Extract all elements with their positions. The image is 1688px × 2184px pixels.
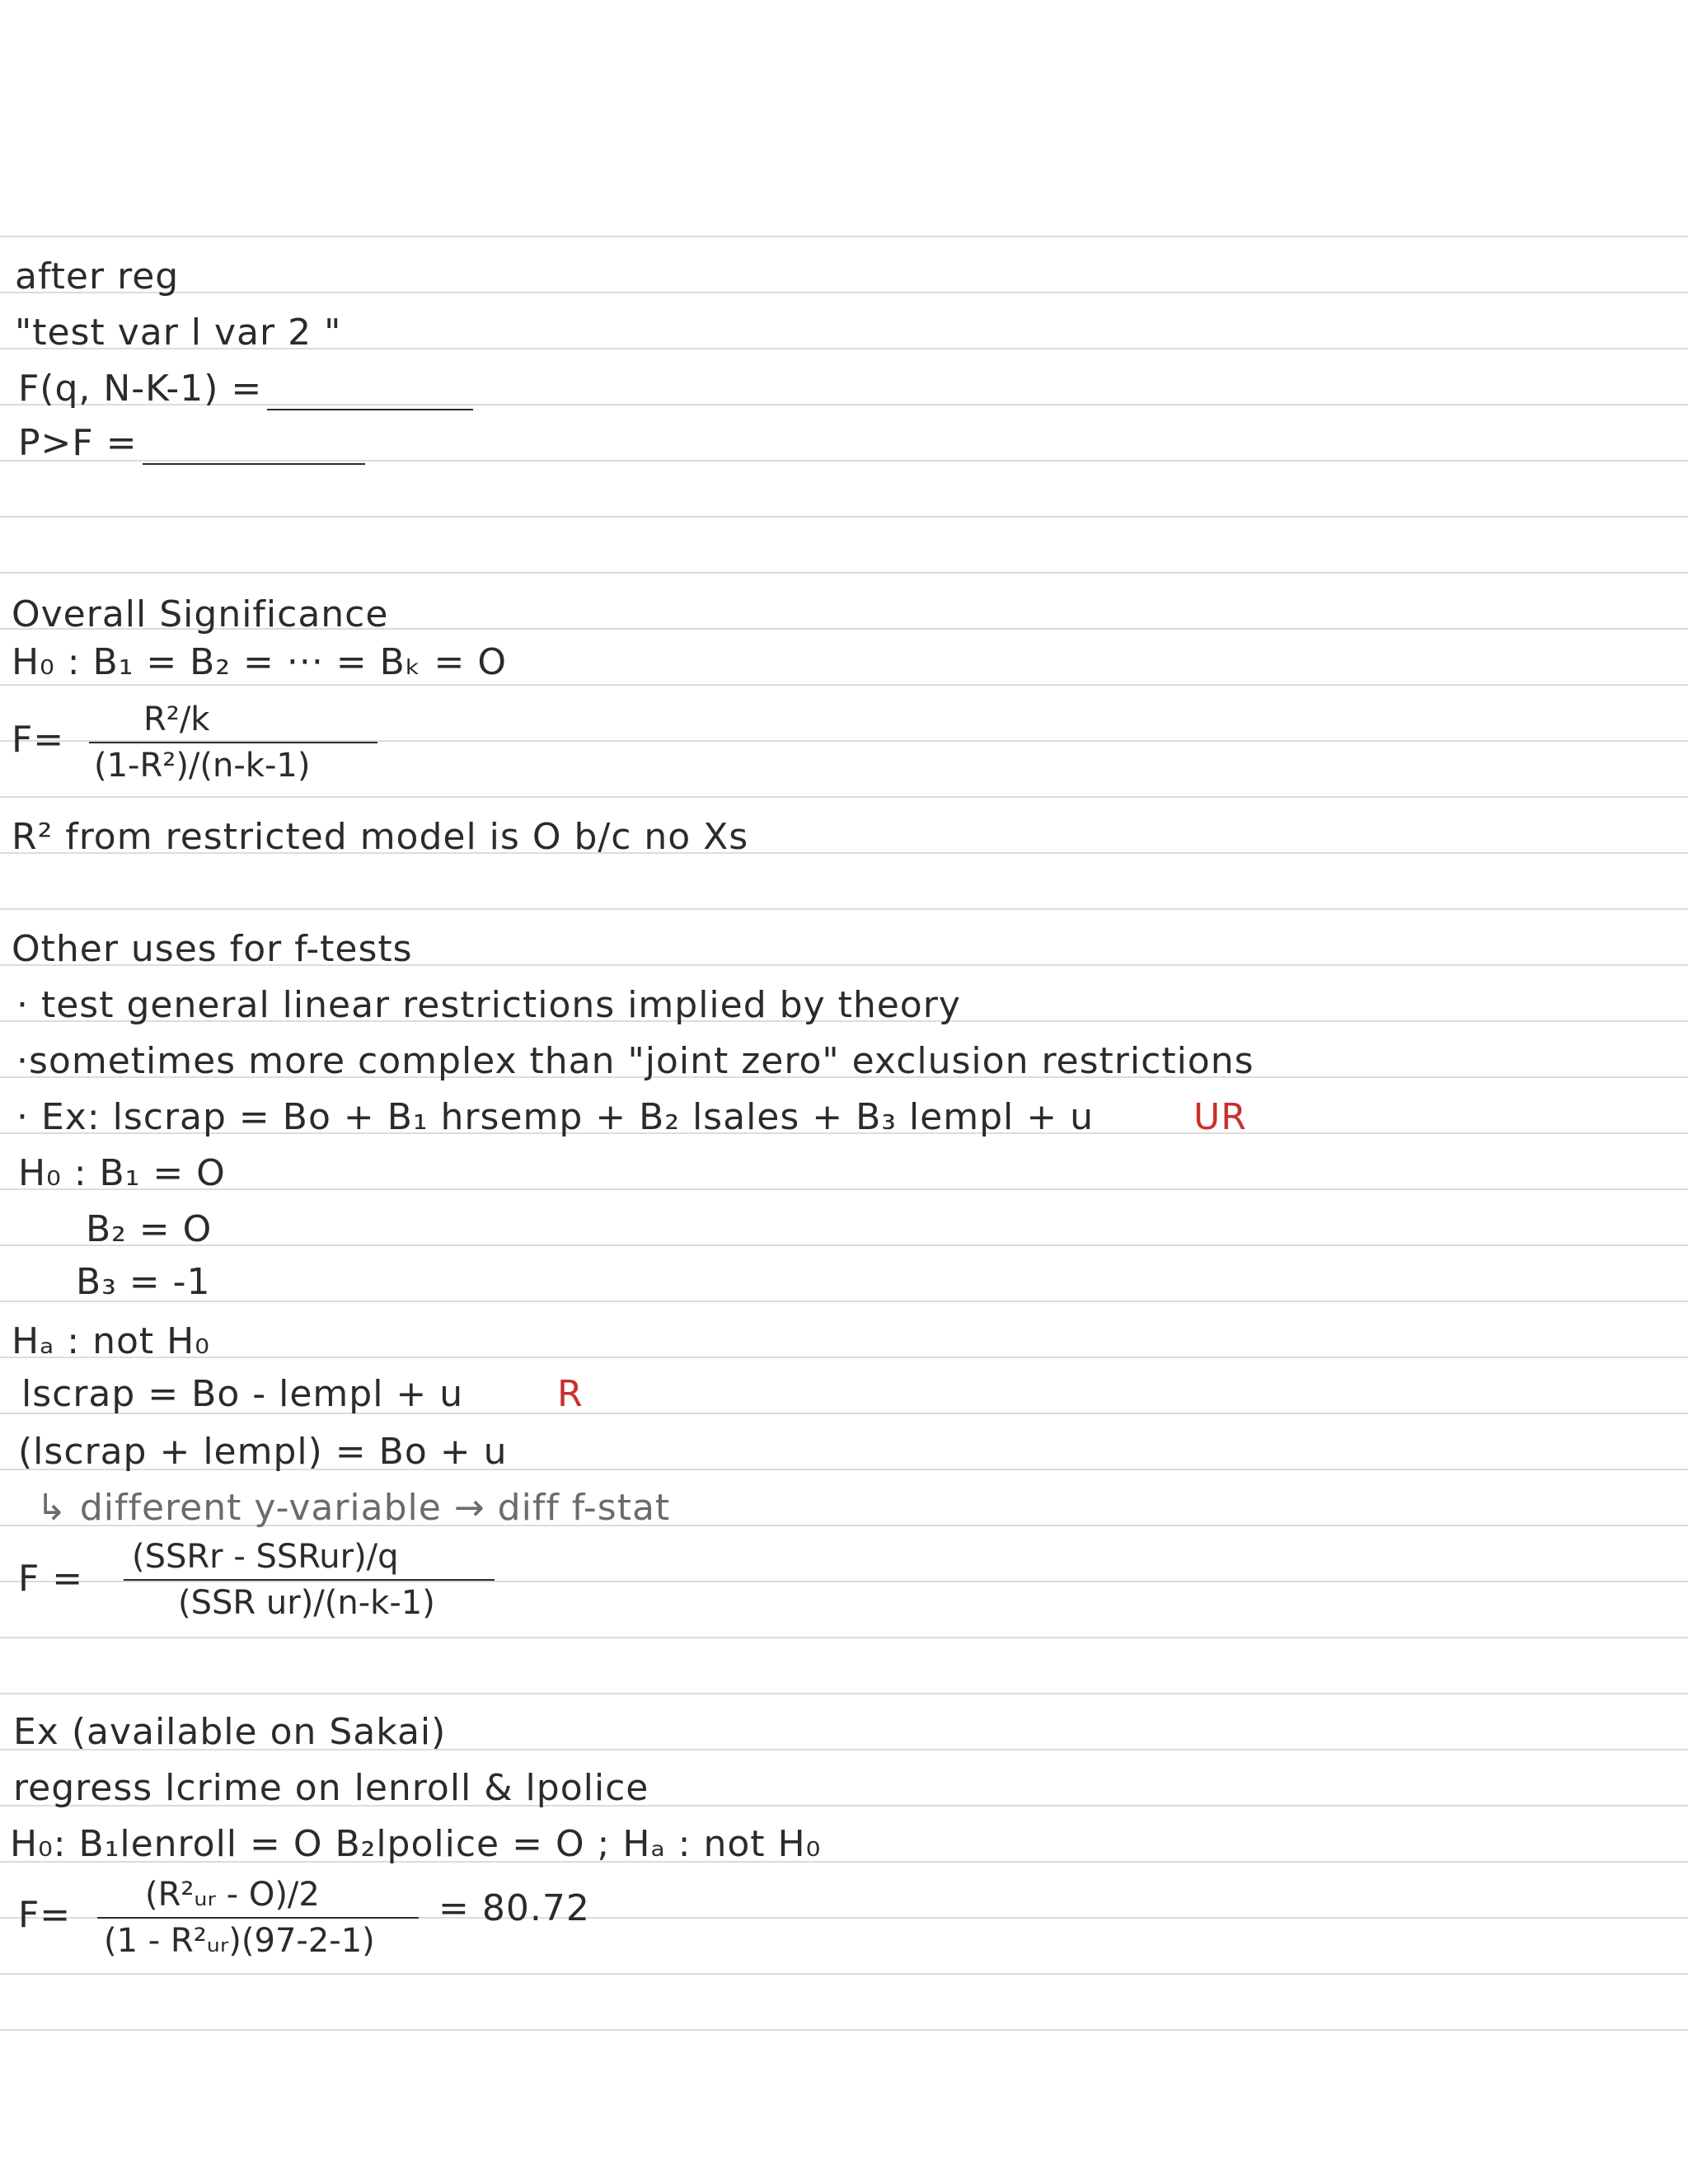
ssr-f-denominator: (SSR ur)/(n-k-1) xyxy=(178,1584,435,1622)
line-f-q xyxy=(18,368,473,410)
sakai-f-numerator: (R²ᵤᵣ - O)/2 xyxy=(145,1876,320,1914)
line-after-reg: after reg xyxy=(15,255,180,298)
r-tag: R xyxy=(557,1373,584,1415)
h0-b1: H₀ : B₁ = O xyxy=(18,1152,226,1194)
ha-not-h0: Hₐ : not H₀ xyxy=(12,1320,210,1362)
sakai-f-denominator: (1 - R²ᵤᵣ)(97-2-1) xyxy=(104,1922,375,1960)
ssr-f-numerator: (SSRr - SSRur)/q xyxy=(132,1538,399,1576)
ssr-f-label: F = xyxy=(18,1558,84,1600)
line-test-vars: "test var l var 2 " xyxy=(15,312,342,354)
overall-f-label: F= xyxy=(12,719,65,761)
other-uses-title: Other uses for f-tests xyxy=(12,928,413,970)
overall-f-denominator: (1-R²)/(n-k-1) xyxy=(94,747,311,785)
regress-line: regress lcrime on lenroll & lpolice xyxy=(13,1767,649,1809)
bullet-more-complex: ·sometimes more complex than "joint zero" exclusion restrictions xyxy=(16,1040,1254,1082)
example-ur-equation: · Ex: lscrap = Bo + B₁ hrsemp + B₂ lsales + B₃ lempl + u xyxy=(16,1096,1094,1138)
sakai-example-title: Ex (available on Sakai) xyxy=(13,1711,447,1753)
p-f-blank xyxy=(143,427,365,465)
sakai-f-bar xyxy=(97,1917,419,1919)
overall-significance-title: Overall Significance xyxy=(12,593,389,635)
overall-f-bar xyxy=(89,742,377,743)
r2-restricted-note: R² from restricted model is O b/c no Xs xyxy=(12,816,749,858)
ur-tag: UR xyxy=(1193,1096,1247,1138)
sakai-f-result: = 80.72 xyxy=(438,1887,590,1929)
restricted-equation-2: (lscrap + lempl) = Bo + u xyxy=(18,1431,508,1473)
restricted-equation: lscrap = Bo - lempl + u xyxy=(21,1373,464,1415)
f-q-blank xyxy=(267,373,473,410)
p-f-label: P>F = xyxy=(18,422,138,464)
bullet-general-linear: · test general linear restrictions implied by theory xyxy=(16,984,961,1026)
h0-b2: B₂ = O xyxy=(86,1208,213,1250)
different-y-note: ↳ different y-variable → diff f-stat xyxy=(36,1487,671,1529)
line-p-f xyxy=(18,422,365,465)
overall-f-numerator: R²/k xyxy=(143,701,210,738)
h0-b3: B₃ = -1 xyxy=(76,1261,211,1303)
ssr-f-bar xyxy=(124,1579,495,1581)
overall-h0: H₀ : B₁ = B₂ = ··· = Bₖ = O xyxy=(12,641,508,683)
sakai-h0: H₀: B₁lenroll = O B₂lpolice = O ; Hₐ : not H₀ xyxy=(10,1823,822,1865)
sakai-f-label: F= xyxy=(18,1894,72,1936)
f-q-label: F(q, N-K-1) = xyxy=(18,368,263,410)
